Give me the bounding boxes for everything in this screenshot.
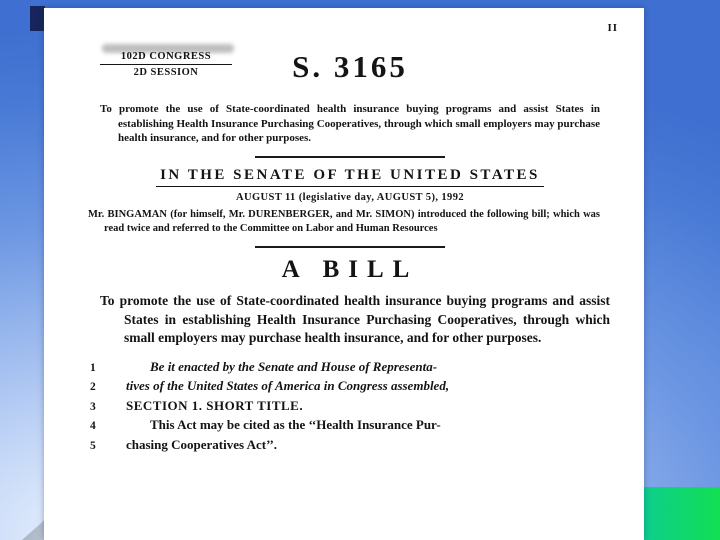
chamber-heading-row	[100, 166, 600, 187]
calendar-marker: II	[607, 22, 618, 34]
bill-number: S. 3165	[292, 49, 408, 84]
bill-line	[90, 358, 600, 378]
bill-preamble-top: To promote the use of State-coordinated health insurance buying programs and assist States in establishing Health Insurance Purchasing Cooperatives, through which small employers may purchase health insurance, and for other purposes.	[100, 103, 600, 145]
session-label: 2D SESSION	[133, 67, 199, 79]
bill-body	[90, 358, 600, 456]
line-text: This Act may be cited as the ‘‘Health Insurance Pur-	[150, 417, 441, 433]
bill-header	[100, 42, 600, 94]
bill-document-content	[44, 8, 644, 540]
a-bill-heading: A BILL	[281, 255, 419, 283]
congress-label: 102D CONGRESS	[100, 50, 232, 65]
bill-document-page	[44, 8, 644, 540]
line-text: SECTION 1. SHORT TITLE.	[126, 397, 304, 413]
line-text: tives of the United States of America in Congress assembled,	[126, 378, 450, 394]
bill-line	[90, 377, 600, 397]
line-number: 1	[90, 361, 96, 374]
line-text: Be it enacted by the Senate and House of Representa-	[150, 358, 438, 374]
line-number: 3	[90, 400, 96, 413]
bill-line	[90, 397, 600, 417]
line-number: 2	[90, 381, 96, 394]
bill-line	[90, 436, 600, 456]
introduction-date: AUGUST 11 (legislative day, AUGUST 5), 1992	[235, 191, 464, 203]
sponsor-action-paragraph: Mr. BINGAMAN (for himself, Mr. DURENBERGER, and Mr. SIMON) introduced the following bill; which was read twice and referred to the Committee on Labor and Human Resources	[88, 208, 600, 234]
line-text: chasing Cooperatives Act’’.	[126, 436, 278, 452]
horizontal-rule-middle	[255, 246, 445, 248]
line-number: 5	[90, 439, 96, 452]
bill-line	[90, 416, 600, 436]
line-number: 4	[90, 420, 96, 433]
congress-session-block	[100, 50, 232, 79]
scan-edge-mark	[30, 6, 45, 31]
bill-preamble-main: To promote the use of State-coordinated health insurance buying programs and assist States in establishing Health Insurance Purchasing Cooperatives, through which small employers may purchase health insurance, and for other purposes.	[100, 292, 610, 346]
horizontal-rule-top	[255, 156, 445, 158]
chamber-heading: IN THE SENATE OF THE UNITED STATES	[156, 167, 544, 187]
